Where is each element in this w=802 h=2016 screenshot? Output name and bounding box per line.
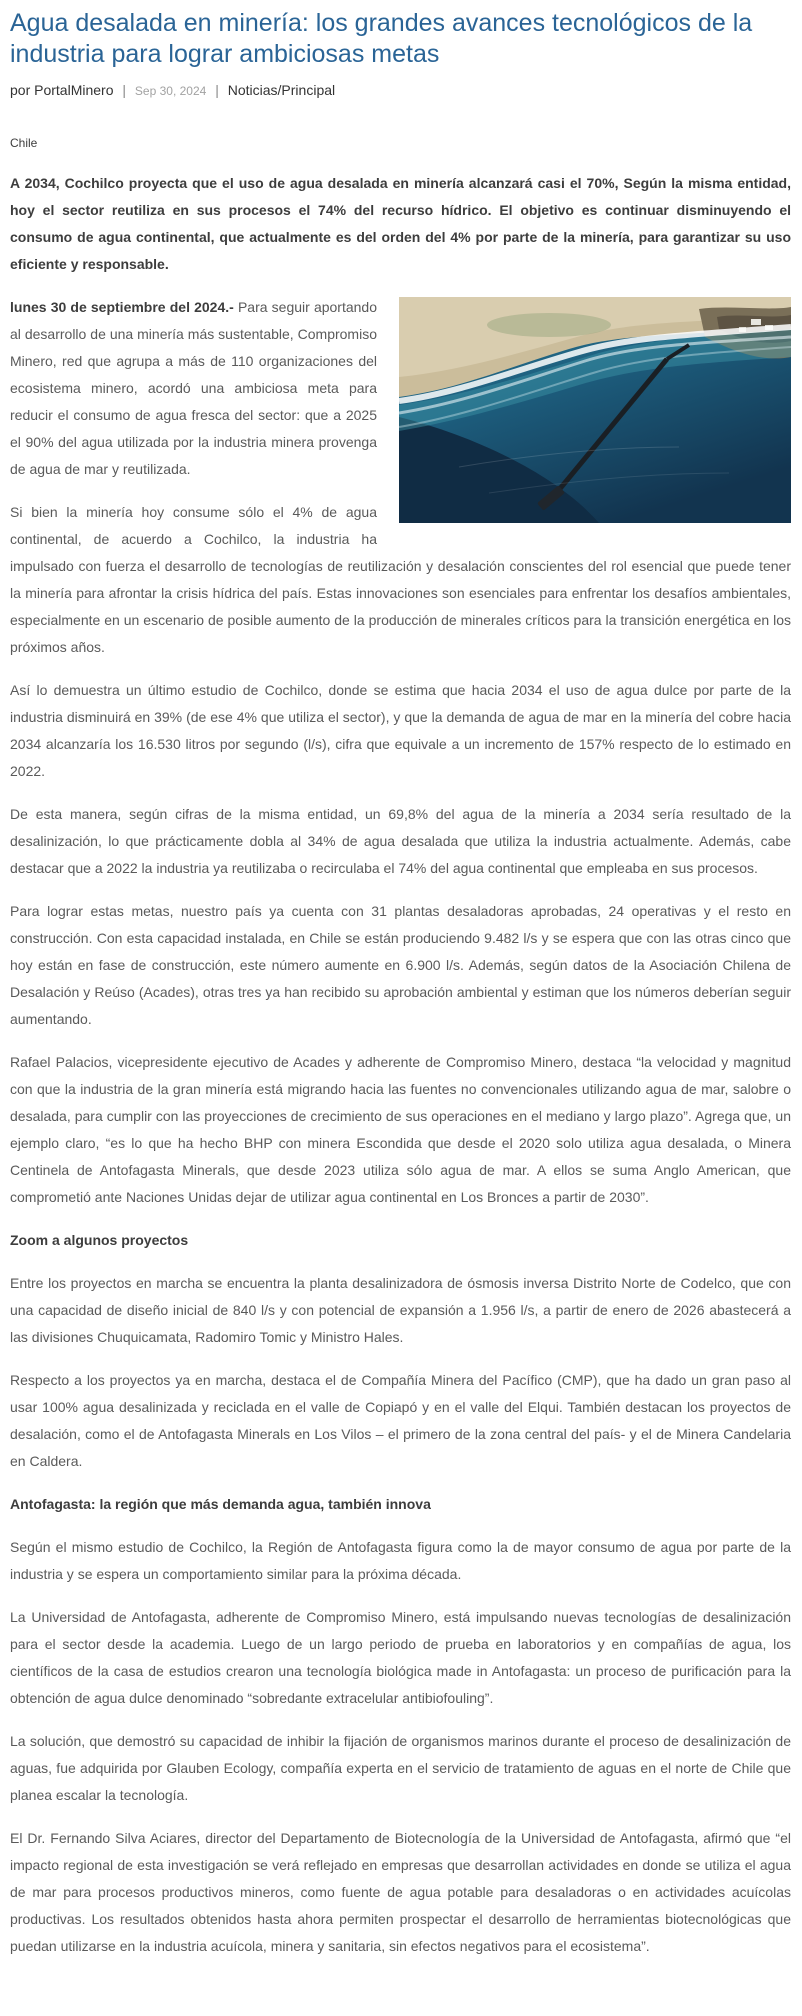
post-meta <box>10 82 791 98</box>
intro-summary: A 2034, Cochilco proyecta que el uso de agua desalada en minería alcanzará casi el 70%, Según la misma entidad, hoy el sector reutiliza en sus procesos el 74% del recurso hídrico. El objetivo es continuar disminuyendo el consumo de agua continental, que actualmente es del orden del 4% por parte de la minería, para garantizar su uso eficiente y responsable. <box>10 175 791 272</box>
meta-separator: | <box>215 82 219 98</box>
paragraph: De esta manera, según cifras de la misma entidad, un 69,8% del agua de la minería a 2034 sería resultado de la desalinización, lo que prácticamente dobla al 34% de agua desalada que utiliza la industria actualmente. Además, cabe destacar que a 2022 la industria ya reutilizaba o recirculaba el 74% del agua continental que empleaba en sus procesos. <box>10 806 791 876</box>
author-prefix: por <box>10 82 31 98</box>
date-lead: lunes 30 de septiembre del 2024.- <box>10 299 234 315</box>
paragraph: Así lo demuestra un último estudio de Cochilco, donde se estima que hacia 2034 el uso de agua dulce por parte de la industria disminuirá en 39% (de ese 4% que utiliza el sector), y que la demanda de agua de mar en la minería del cobre hacia 2034 alcanzaría los 16.530 litros por segundo (l/s), cifra que equivale a un incremento de 157% respecto de lo estimado en 2022. <box>10 682 791 779</box>
aerial-coast-illustration <box>399 297 791 523</box>
subhead-antofagasta: Antofagasta: la región que más demanda agua, también innova <box>10 1496 431 1512</box>
paragraph-text: Para seguir aportando al desarrollo de una minería más sustentable, Compromiso Minero, red que agrupa a más de 110 organizaciones del ecosistema minero, acordó una ambiciosa meta para reducir el consumo de agua fresca del sector: que a 2025 el 90% del agua utilizada por la industria minera provenga de agua de mar y reutilizada. <box>10 299 377 477</box>
subhead-zoom-proyectos: Zoom a algunos proyectos <box>10 1232 189 1248</box>
paragraph: La Universidad de Antofagasta, adherente de Compromiso Minero, está impulsando nuevas tecnologías de desalinización para el sector desde la academia. Luego de un largo periodo de prueba en laboratorios y en compañías de agua, los científicos de la casa de estudios crearon una tecnología biológica made in Antofagasta: un proceso de purificación para la obtención de agua dulce denominado “sobredante extracelular antibiofouling”. <box>10 1609 791 1706</box>
paragraph: El Dr. Fernando Silva Aciares, director del Departamento de Biotecnología de la Universidad de Antofagasta, afirmó que “el impacto regional de esta investigación se verá reflejado en empresas que desarrollan actividades en donde se utiliza el agua de mar para procesos productivos mineros, como fuente de agua potable para desaladoras o en actividades acuícolas productivas. Los resultados obtenidos hasta ahora permiten prospectar el desarrollo de herramientas biotecnológicas que puedan utilizarse en la industria acuícola, minera y sanitaria, sin efectos negativos para el ecosistema”. <box>10 1830 791 1954</box>
paragraph: Si bien la minería hoy consume sólo el 4% de agua continental, de acuerdo a Cochilco, la industria ha impulsado con fuerza el desarrollo de tecnologías de reutilización y desalación conscientes del rol esencial que puede tener la minería para afrontar la crisis hídrica del país. Estas innovaciones son esenciales para enfrentar los desafíos ambientales, especialmente en un escenario de posible aumento de la producción de minerales críticos para la transición energética en los próximos años. <box>10 504 791 655</box>
aerial-coast-photo <box>399 297 791 523</box>
post-date: Sep 30, 2024 <box>134 84 207 98</box>
paragraph: Para lograr estas metas, nuestro país ya cuenta con 31 plantas desaladoras aprobadas, 24 operativas y el resto en construcción. Con esta capacidad instalada, en Chile se están produciendo 9.482 l/s y se espera que con las otras cinco que hoy están en fase de construcción, este número aumente en 6.900 l/s. Además, según datos de la Asociación Chilena de Desalación y Reúso (Acades), otras tres ya han recibido su aprobación ambiental y estiman que los números deberían seguir aumentando. <box>10 903 791 1027</box>
country-label: Chile <box>10 136 38 150</box>
meta-separator: | <box>122 82 127 98</box>
author-link[interactable]: PortalMinero <box>34 82 114 98</box>
category-link[interactable]: Noticias/Principal <box>227 82 336 98</box>
paragraph: Entre los proyectos en marcha se encuentra la planta desalinizadora de ósmosis inversa Distrito Norte de Codelco, que con una capacidad de diseño inicial de 840 l/s y con potencial de expansión a 1.956 l/s, a partir de enero de 2026 abastecerá a las divisiones Chuquicamata, Radomiro Tomic y Ministro Hales. <box>10 1275 791 1345</box>
paragraph: Respecto a los proyectos ya en marcha, destaca el de Compañía Minera del Pacífico (CMP), que ha dado un gran paso al usar 100% agua desalinizada y reciclada en el valle de Copiapó y en el valle del Elqui. También destacan los proyectos de desalación, como el de Antofagasta Minerals en Los Vilos – el primero de la zona central del país- y el de Minera Candelaria en Caldera. <box>10 1372 791 1469</box>
paragraph: Rafael Palacios, vicepresidente ejecutivo de Acades y adherente de Compromiso Minero, destaca “la velocidad y magnitud con que la industria de la gran minería está migrando hacia las fuentes no convencionales utilizando agua de mar, salobre o desalada, para cumplir con las proyecciones de crecimiento de sus operaciones en el mediano y largo plazo”. Agrega que, un ejemplo claro, “es lo que ha hecho BHP con minera Escondida que desde el 2020 solo utiliza agua desalada, o Minera Centinela de Antofagasta Minerals, que desde 2023 utiliza sólo agua de mar. A ellos se suma Anglo American, que comprometió ante Naciones Unidas dejar de utilizar agua continental en Los Bronces a partir de 2030”. <box>10 1054 791 1205</box>
article-body <box>10 294 791 1976</box>
paragraph: Según el mismo estudio de Cochilco, la Región de Antofagasta figura como la de mayor consumo de agua por parte de la industria y se espera un comportamiento similar para la próxima década. <box>10 1539 791 1582</box>
paragraph: La solución, que demostró su capacidad de inhibir la fijación de organismos marinos durante el proceso de desalinización de aguas, fue adquirida por Glauben Ecology, compañía experta en el servicio de tratamiento de aguas en el norte de Chile que planea escalar la tecnología. <box>10 1733 791 1803</box>
page-title: Agua desalada en minería: los grandes avances tecnológicos de la industria para lograr ambiciosas metas <box>10 9 753 68</box>
